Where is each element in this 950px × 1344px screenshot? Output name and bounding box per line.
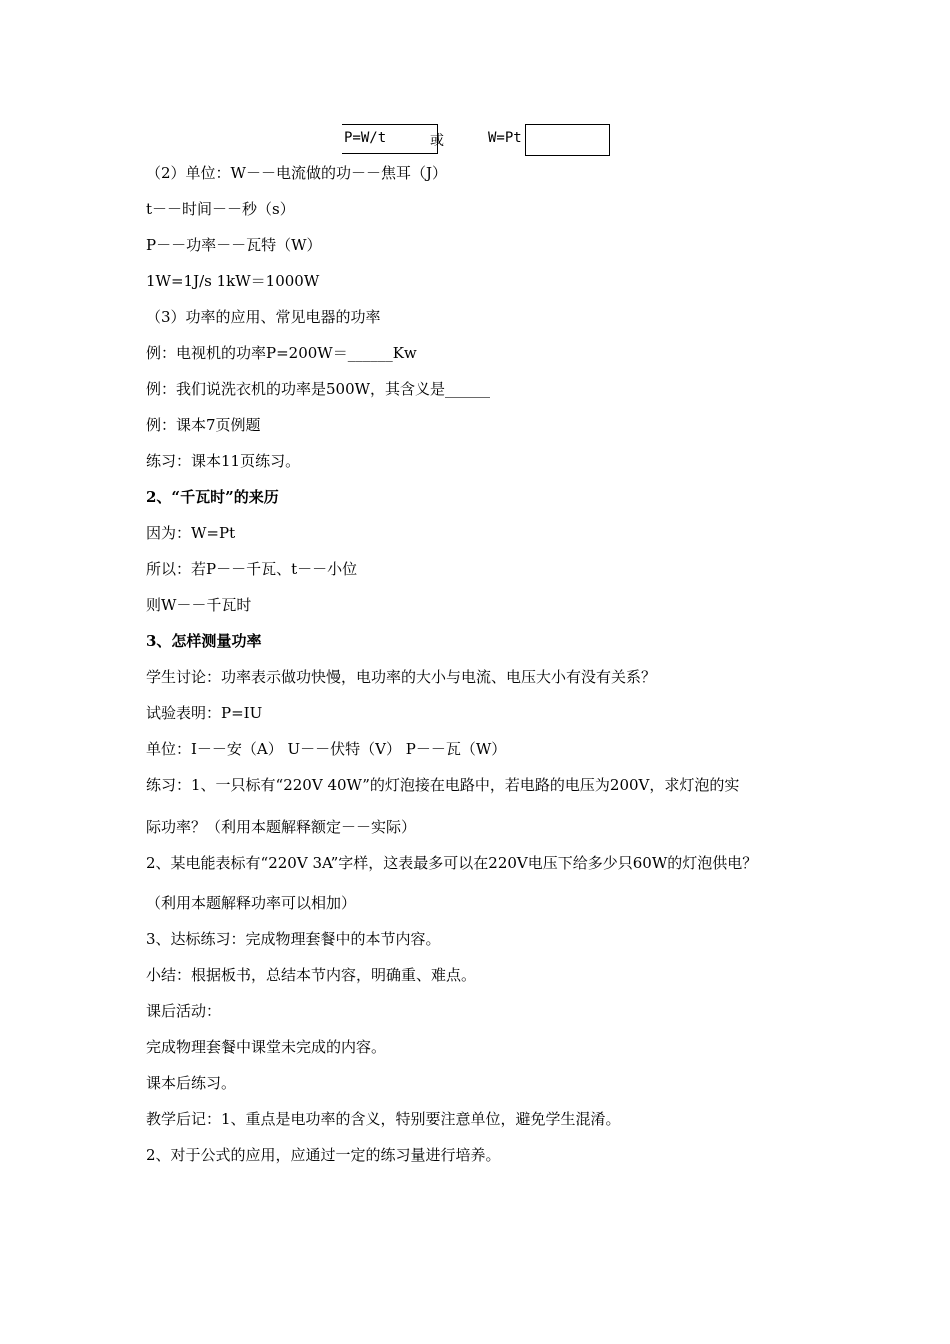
text-line: 小结：根据板书，总结本节内容，明确重、难点。 xyxy=(146,966,477,984)
text-line: 则W－－千瓦时 xyxy=(146,596,252,614)
text-line: （利用本题解释功率可以相加） xyxy=(146,894,357,912)
text-line: P－－功率－－瓦特（W） xyxy=(146,236,322,254)
text-line: 2、对于公式的应用，应通过一定的练习量进行培养。 xyxy=(146,1146,501,1164)
formula-work: W=Pt xyxy=(488,130,522,146)
text-line: （3）功率的应用、常见电器的功率 xyxy=(146,308,381,326)
text-line: （2）单位：W－－电流做的功－－焦耳（J） xyxy=(146,164,447,182)
formula-row xyxy=(342,124,622,158)
text-line: 学生讨论：功率表示做功快慢，电功率的大小与电流、电压大小有没有关系？ xyxy=(146,668,657,686)
text-line: 际功率？（利用本题解释额定－－实际） xyxy=(146,818,417,836)
formula-box-right xyxy=(525,124,610,156)
text-line: 所以：若P－－千瓦、t－－小位 xyxy=(146,560,358,578)
section-heading: 2、“千瓦时”的来历 xyxy=(146,488,279,506)
section-heading: 3、怎样测量功率 xyxy=(146,632,262,650)
text-line: 3、达标练习：完成物理套餐中的本节内容。 xyxy=(146,930,441,948)
text-line: t－－时间－－秒（s） xyxy=(146,200,295,218)
text-line: 单位：I－－安（A） U－－伏特（V） P－－瓦（W） xyxy=(146,740,507,758)
text-line: 例：课本7页例题 xyxy=(146,416,261,434)
text-line: 因为：W=Pt xyxy=(146,524,236,542)
text-line: 例：电视机的功率P=200W＝______Kw xyxy=(146,344,417,362)
text-line: 1W=1J/s 1kW＝1000W xyxy=(146,272,320,290)
text-line: 完成物理套餐中课堂未完成的内容。 xyxy=(146,1038,387,1056)
text-line: 练习：课本11页练习。 xyxy=(146,452,301,470)
text-line: 课后活动： xyxy=(146,1002,222,1020)
formula-power: P=W/t xyxy=(344,130,387,146)
text-line: 练习：1、一只标有“220V 40W”的灯泡接在电路中，若电路的电压为200V，求灯泡的实 xyxy=(146,776,740,794)
text-line: 教学后记：1、重点是电功率的含义，特别要注意单位，避免学生混淆。 xyxy=(146,1110,621,1128)
text-line: 例：我们说洗衣机的功率是500W，其含义是______ xyxy=(146,380,491,398)
formula-or: 或 xyxy=(430,133,444,149)
text-line: 试验表明：P=IU xyxy=(146,704,263,722)
text-line: 课本后练习。 xyxy=(146,1074,237,1092)
text-line: 2、某电能表标有“220V 3A”字样，这表最多可以在220V电压下给多少只60W的灯泡供电？ xyxy=(146,854,758,872)
